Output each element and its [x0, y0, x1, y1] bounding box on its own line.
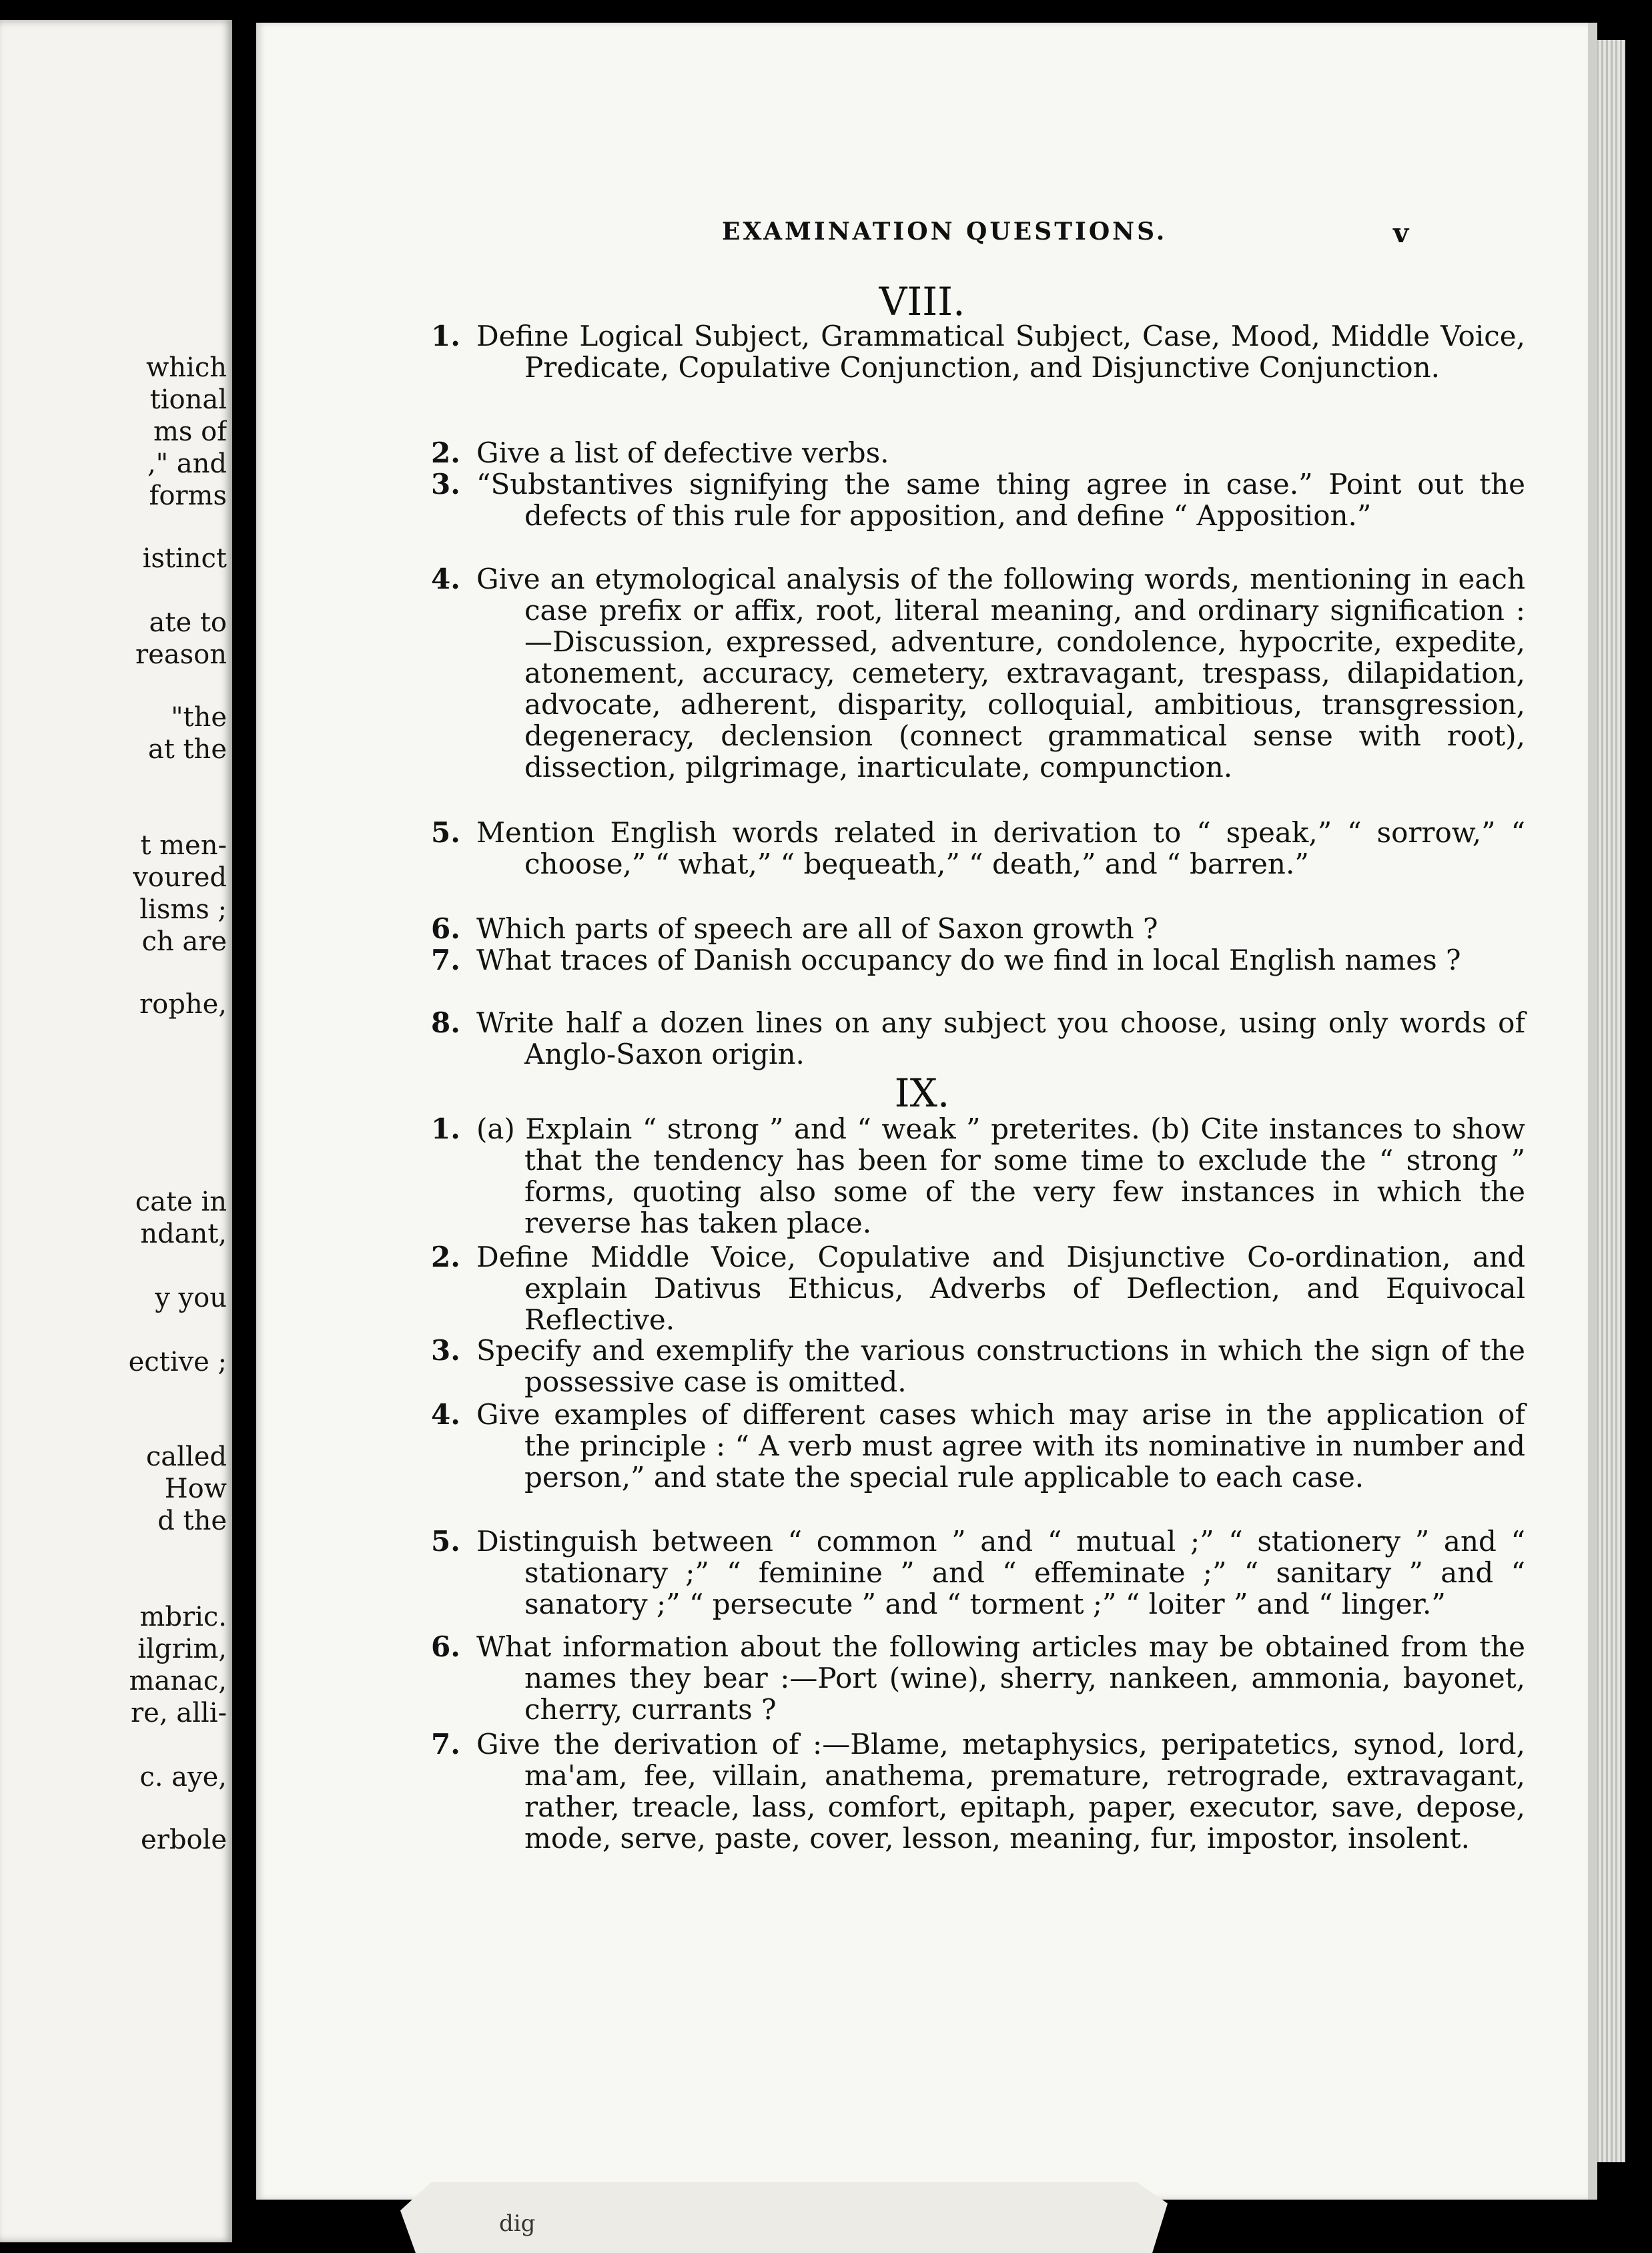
question-text: Give examples of different cases which may arise in the application of the principle : “ A verb must agree with its nominative in number and person,” and state the special rule applicable to each case.: [476, 1398, 1525, 1494]
question-number: 5.: [431, 1525, 460, 1558]
question-number: 4.: [431, 563, 460, 595]
left-page-line: re, alli-: [131, 1698, 227, 1728]
left-page-line: reason: [135, 639, 227, 670]
left-page-line: ," and: [147, 448, 227, 479]
question-number: 1.: [431, 1112, 460, 1145]
question-text: Give a list of defective verbs.: [476, 436, 889, 469]
question-text: Mention English words related in derivation to “ speak,” “ sorrow,” “ choose,” “ what,” “ bequeath,” “ death,” and “ barren.”: [476, 816, 1525, 880]
question-number: 3.: [431, 1334, 460, 1367]
left-page-line: manac,: [129, 1666, 227, 1696]
question-text: What traces of Danish occupancy do we find in local English names ?: [476, 944, 1461, 976]
left-page-line: at the: [147, 734, 227, 765]
left-page-line: c. aye,: [139, 1762, 227, 1793]
question-number: 8.: [431, 1006, 460, 1039]
left-page: [0, 20, 232, 2242]
question-text: Write half a dozen lines on any subject you choose, using only words of Anglo-Saxon origin.: [476, 1006, 1525, 1070]
question-number: 7.: [431, 944, 460, 976]
left-page-line: "the: [171, 702, 227, 733]
question-number: 7.: [431, 1728, 460, 1760]
question-item: [431, 1007, 1525, 1070]
question-item: [431, 320, 1525, 383]
question-item: [431, 913, 1525, 944]
question-item: [431, 817, 1525, 880]
left-page-line: erbole: [141, 1825, 227, 1855]
left-page-line: ate to: [149, 607, 227, 638]
question-number: 2.: [431, 436, 460, 469]
question-number: 6.: [431, 912, 460, 945]
question-item: [431, 1113, 1525, 1239]
left-page-line: mbric.: [139, 1602, 227, 1632]
question-item: [431, 1631, 1525, 1725]
question-item: [431, 468, 1525, 531]
question-text: Give an etymological analysis of the following words, mentioning in each case prefix or affix, root, literal meaning, and ordinary signification :—Discussion, expressed, adventure, condolence, hypocrite, expedite, atonement, accuracy, cemetery, extravagant, trespass, dilapidation, advocate, adherent, disparity, colloquial, ambitious, transgression, degeneracy, declension (connect grammatical sense with root), dissection, pilgrimage, inarticulate, compunction.: [476, 563, 1525, 783]
left-page-line: istinct: [142, 543, 227, 574]
question-number: 4.: [431, 1398, 460, 1431]
page-number: v: [1393, 218, 1412, 249]
left-page-line: ective ;: [128, 1347, 227, 1377]
question-text: Specify and exemplify the various constructions in which the sign of the possessive case is omitted.: [476, 1334, 1525, 1398]
left-page-line: ndant,: [140, 1219, 227, 1249]
section-title-viii: VIII.: [879, 279, 965, 324]
question-number: 3.: [431, 468, 460, 501]
section-title-ix: IX.: [894, 1070, 950, 1116]
question-item: [431, 437, 1525, 468]
question-text: Give the derivation of :—Blame, metaphysics, peripatetics, synod, lord, ma'am, fee, villain, anathema, premature, retrograde, extravagant, rather, treacle, lass, comfort, epitaph, paper, executor, save, depose, mode, serve, paste, cover, lesson, meaning, fur, impostor, insolent.: [476, 1728, 1525, 1855]
question-item: [431, 563, 1525, 783]
question-text: (a) Explain “ strong ” and “ weak ” preterites. (b) Cite instances to show that the tendency has been for some time to exclude the “ strong ” forms, quoting also some of the very few instances in which the reverse has taken place.: [476, 1112, 1525, 1239]
left-page-line: lisms ;: [139, 894, 227, 925]
question-number: 5.: [431, 816, 460, 849]
left-page-line: d the: [157, 1506, 227, 1536]
running-header-title: EXAMINATION QUESTIONS.: [722, 218, 1168, 246]
left-page-line: forms: [149, 480, 227, 511]
left-page-line: tional: [149, 384, 227, 415]
left-page-line: called: [145, 1441, 227, 1472]
question-text: Distinguish between “ common ” and “ mutual ;” “ stationery ” and “ stationary ;” “ feminine ” and “ effeminate ;” “ sanitary ” and “ sanatory ;” “ persecute ” and “ torment ;” “ loiter ” and “ linger.”: [476, 1525, 1525, 1620]
left-page-line: rophe,: [139, 989, 227, 1020]
question-item: [431, 1526, 1525, 1620]
question-item: [431, 1335, 1525, 1397]
left-page-line: ch are: [141, 926, 227, 957]
left-page-line: ilgrim,: [137, 1634, 227, 1664]
question-text: Define Logical Subject, Grammatical Subject, Case, Mood, Middle Voice, Predicate, Copulative Conjunction, and Disjunctive Conjunction.: [476, 320, 1525, 384]
question-text: What information about the following articles may be obtained from the names they bear :—Port (wine), sherry, nankeen, ammonia, bayonet, cherry, currants ?: [476, 1630, 1525, 1726]
right-page: [256, 23, 1597, 2200]
left-page-line: t men-: [140, 830, 227, 861]
left-page-line: cate in: [135, 1187, 227, 1217]
left-page-line: How: [164, 1474, 227, 1504]
scrap-text: dig: [499, 2210, 536, 2237]
question-item: [431, 1399, 1525, 1493]
left-page-line: ms of: [153, 416, 227, 447]
question-item: [431, 944, 1525, 976]
question-item: [431, 1728, 1525, 1854]
question-text: “Substantives signifying the same thing agree in case.” Point out the defects of this rule for apposition, and define “ Apposition.”: [476, 468, 1525, 532]
left-page-line: y you: [155, 1283, 227, 1313]
question-item: [431, 1241, 1525, 1335]
question-number: 6.: [431, 1630, 460, 1663]
left-page-line: which: [146, 352, 227, 383]
question-text: Which parts of speech are all of Saxon growth ?: [476, 912, 1158, 945]
question-text: Define Middle Voice, Copulative and Disjunctive Co-ordination, and explain Dativus Ethicus, Adverbs of Deflection, and Equivocal Reflective.: [476, 1241, 1525, 1336]
left-page-line: voured: [133, 862, 227, 893]
question-number: 1.: [431, 320, 460, 352]
question-number: 2.: [431, 1241, 460, 1273]
